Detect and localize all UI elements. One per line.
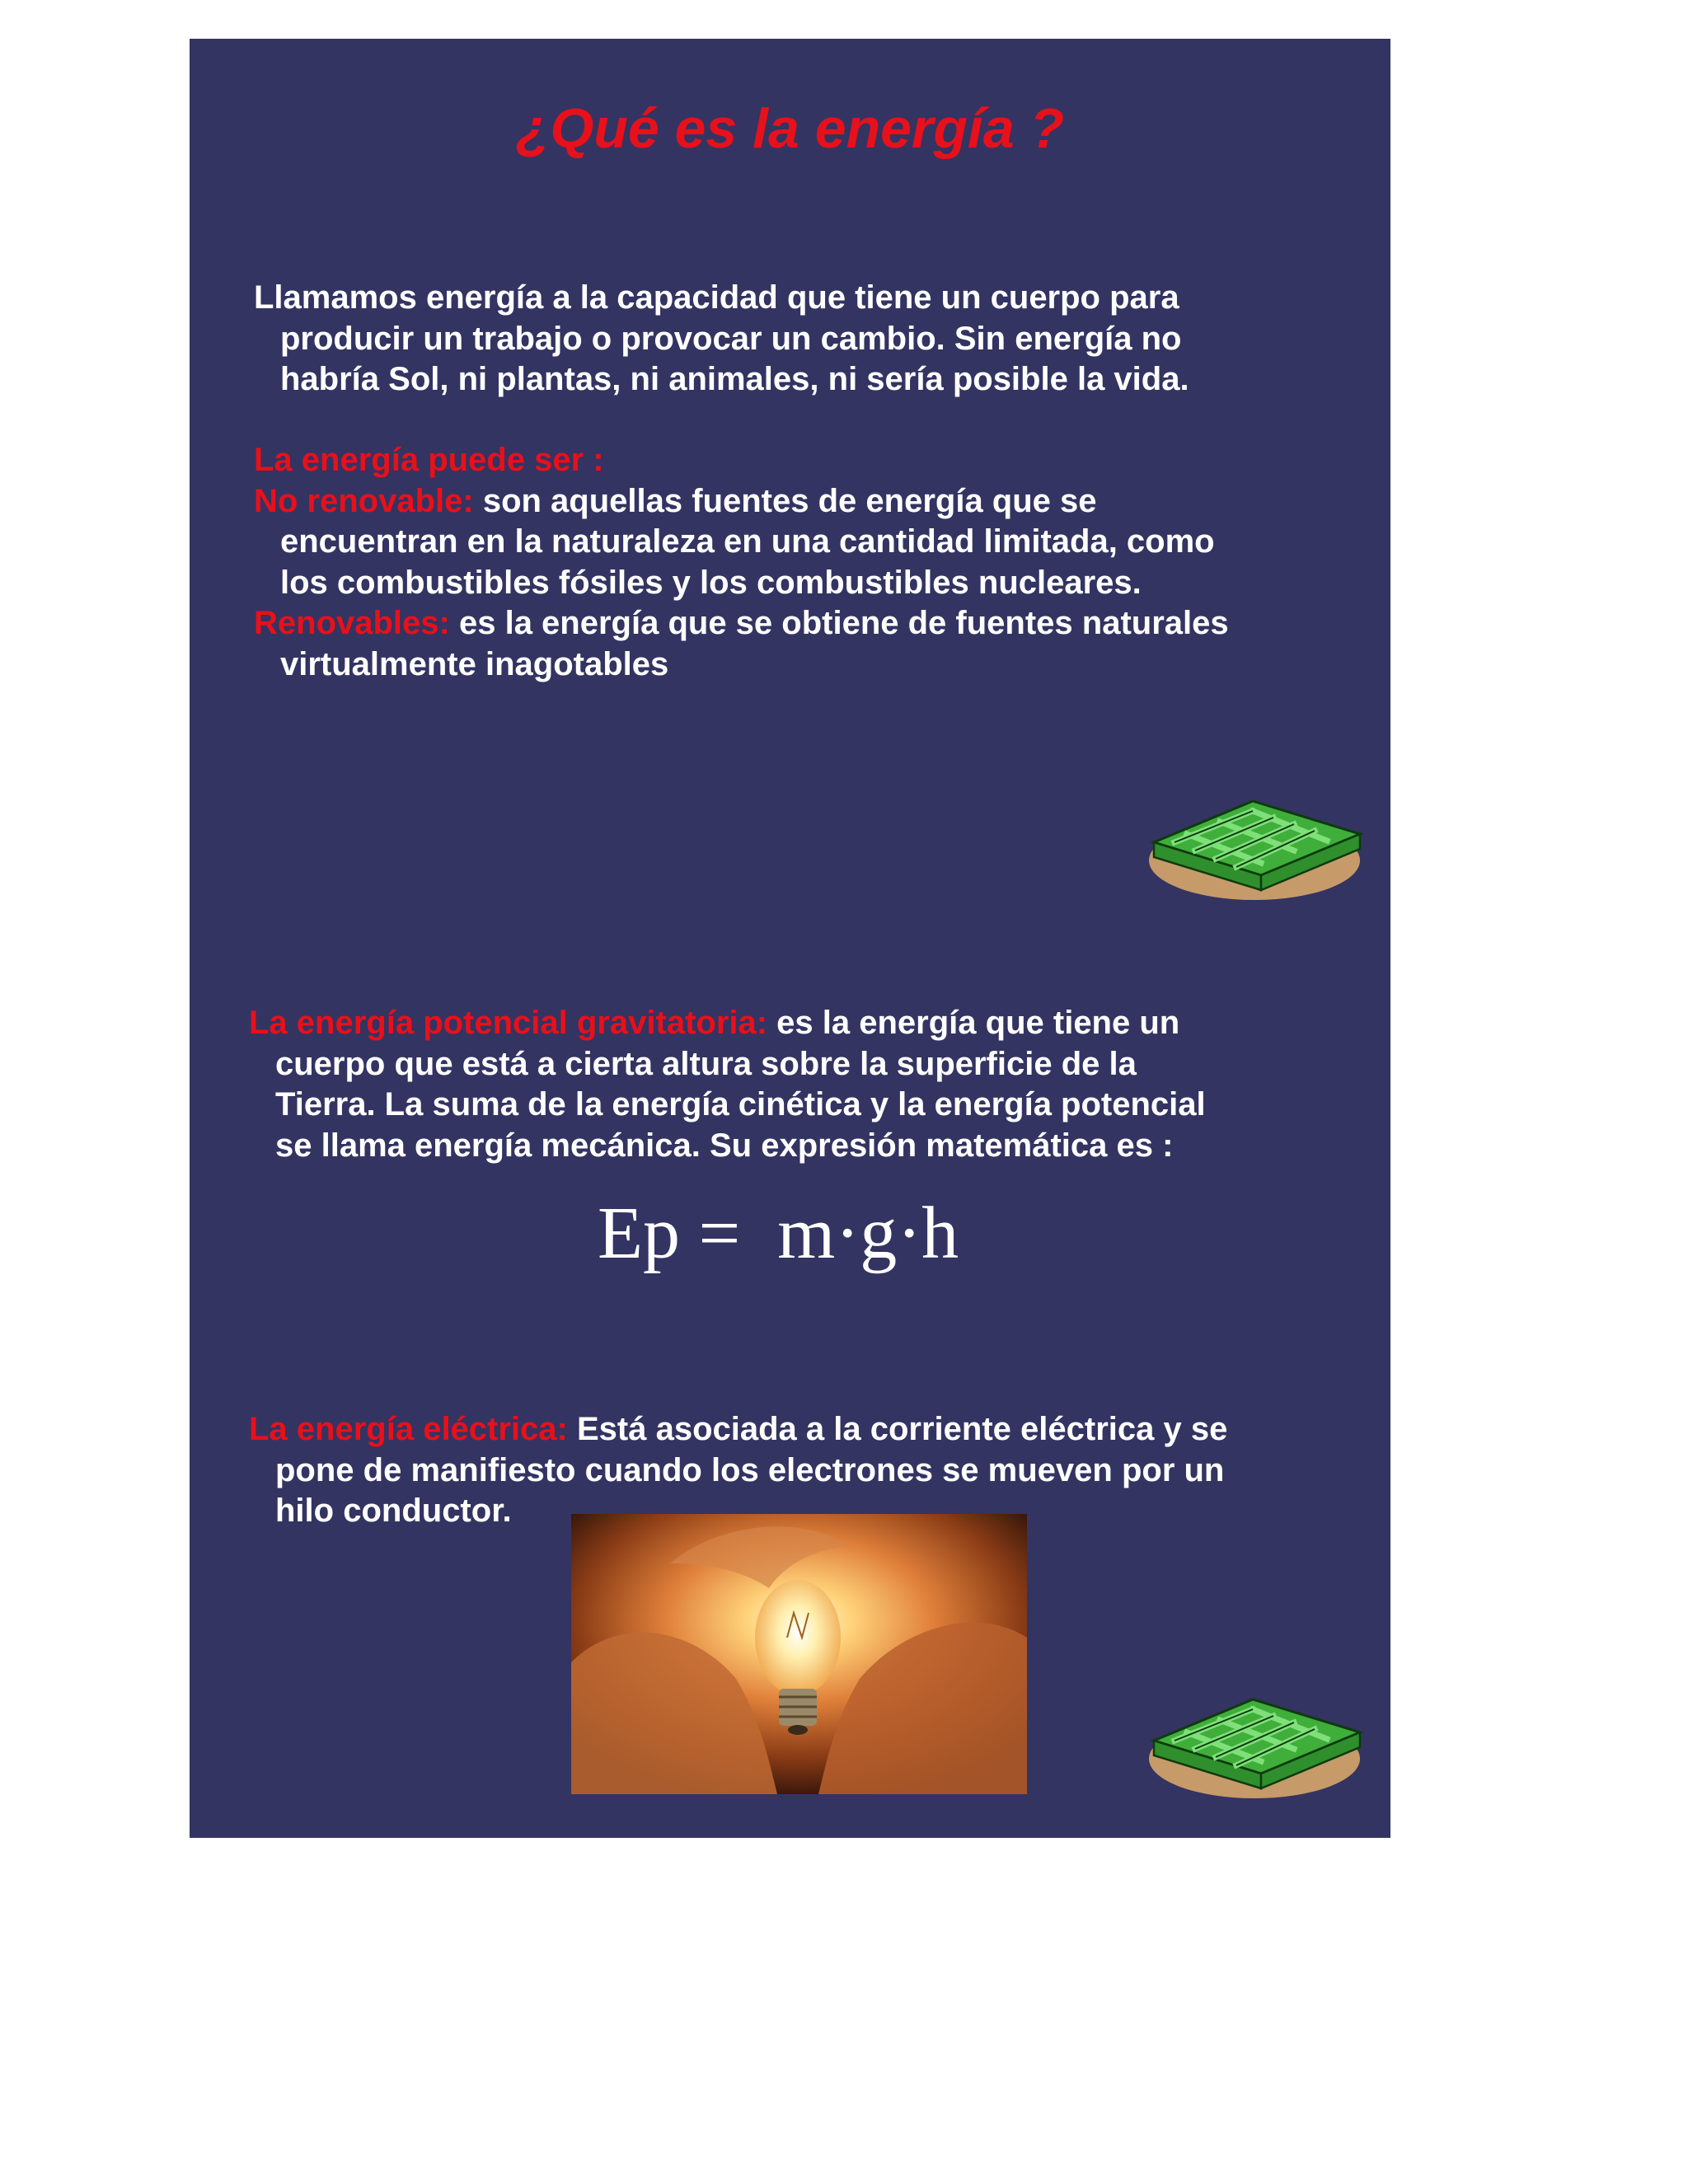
renewable-text: es la energía que se obtiene de fuentes naturales: [449, 605, 1229, 641]
gravitational-line-4: se llama energía mecánica. Su expresión matemática es :: [275, 1127, 1174, 1164]
intro-line-1: Llamamos energía a la capacidad que tiene un cuerpo para: [254, 279, 1179, 316]
renewable-first-line: [254, 603, 1229, 644]
content-panel: [190, 39, 1390, 1838]
electric-label: La energía eléctrica:: [249, 1411, 568, 1447]
intro-line-2: producir un trabajo o provocar un cambio. Sin energía no: [280, 320, 1182, 357]
non-renewable-label: No renovable:: [254, 482, 474, 519]
gravitational-energy-paragraph: [249, 1003, 1206, 1166]
non-renewable-first-line: [254, 481, 1229, 523]
electric-line-2: pone de manifiesto cuando los electrones se mueven por un: [275, 1451, 1225, 1488]
potential-energy-formula: Ep = m·g·h: [598, 1193, 959, 1274]
intro-line-3: habría Sol, ni plantas, ni animales, ni sería posible la vida.: [280, 361, 1189, 397]
electric-first-line: [249, 1409, 1227, 1451]
gravitational-line-3: Tierra. La suma de la energía cinética y la energía potencial: [275, 1086, 1206, 1122]
gravitational-line-2: cuerpo que está a cierta altura sobre la superficie de la: [275, 1045, 1137, 1082]
electric-line-3: hilo conductor.: [275, 1493, 512, 1529]
energy-types-section: [254, 440, 1229, 685]
types-heading: La energía puede ser :: [254, 442, 604, 478]
gravitational-first-line: [249, 1003, 1206, 1044]
intro-paragraph: [254, 278, 1189, 401]
renewable-label: Renovables:: [254, 605, 450, 641]
lightbulb-in-hands-photo: [571, 1514, 1027, 1794]
non-renewable-line-2: encuentran en la naturaleza en una cantidad limitada, como: [280, 523, 1215, 560]
maze-icon: [1137, 785, 1368, 908]
page-title: ¿Qué es la energía ?: [515, 97, 1065, 160]
gravitational-label: La energía potencial gravitatoria:: [249, 1005, 768, 1041]
renewable-line-2: virtualmente inagotables: [280, 645, 669, 682]
non-renewable-line-3: los combustibles fósiles y los combustibles nucleares.: [280, 564, 1142, 601]
gravitational-text: es la energía que tiene un: [767, 1005, 1180, 1041]
maze-icon: [1137, 1683, 1368, 1807]
electric-text: Está asociada a la corriente eléctrica y se: [567, 1411, 1228, 1447]
non-renewable-text: son aquellas fuentes de energía que se: [473, 482, 1097, 519]
